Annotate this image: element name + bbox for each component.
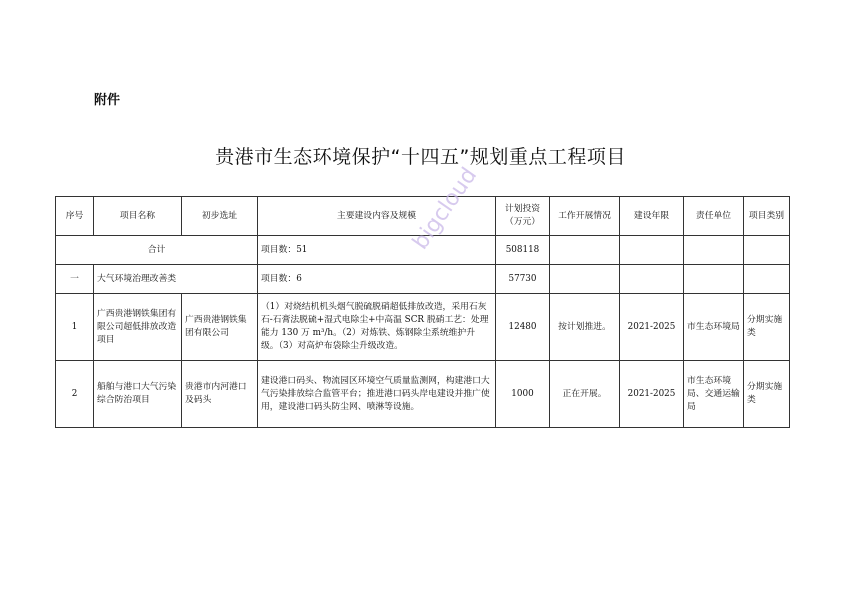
total-row [56, 236, 790, 265]
header-invest: 计划投资（万元） [496, 197, 550, 236]
project-site: 贵港市内河港口及码头 [182, 361, 258, 428]
project-years: 2021-2025 [620, 361, 684, 428]
category-invest: 57730 [496, 265, 550, 294]
header-name: 项目名称 [94, 197, 182, 236]
project-category: 分期实施类 [744, 294, 790, 361]
table-row [56, 361, 790, 428]
attachment-label: 附件 [94, 93, 121, 108]
category-row [56, 265, 790, 294]
project-seq: 1 [56, 294, 94, 361]
table-header-row [56, 197, 790, 236]
project-name: 船舶与港口大气污染综合防治项目 [94, 361, 182, 428]
project-seq: 2 [56, 361, 94, 428]
category-count: 项目数：6 [258, 265, 496, 294]
project-unit: 市生态环境局、交通运输局 [684, 361, 744, 428]
project-unit: 市生态环境局 [684, 294, 744, 361]
project-progress: 正在开展。 [550, 361, 620, 428]
total-count: 项目数：51 [258, 236, 496, 265]
project-table [55, 196, 790, 428]
project-category: 分期实施类 [744, 361, 790, 428]
page-title: 贵港市生态环境保护“十四五”规划重点工程项目 [215, 146, 626, 168]
category-name: 大气环境治理改善类 [94, 265, 258, 294]
watermark: bigcloud [408, 163, 483, 255]
header-site: 初步选址 [182, 197, 258, 236]
table-row [56, 294, 790, 361]
project-invest: 12480 [496, 294, 550, 361]
header-category: 项目类别 [744, 197, 790, 236]
project-invest: 1000 [496, 361, 550, 428]
project-content: 建设港口码头、物流园区环境空气质量监测网，构建港口大气污染排放综合监管平台；推进港口码头岸电建设并推广使用，建设港口码头防尘网、喷淋等设施。 [258, 361, 496, 428]
category-seq: 一 [56, 265, 94, 294]
header-unit: 责任单位 [684, 197, 744, 236]
header-years: 建设年限 [620, 197, 684, 236]
project-content: （1）对烧结机机头烟气脱硫脱硝超低排放改造，采用石灰石-石膏法脱硫+湿式电除尘+中高温 SCR 脱硝工艺：处理能力 130 万 m³/h。（2）对炼铁、炼钢除尘系统维护升级。（3）对高炉布袋除尘升级改造。 [258, 294, 496, 361]
project-years: 2021-2025 [620, 294, 684, 361]
header-content: 主要建设内容及规模 [258, 197, 496, 236]
header-seq: 序号 [56, 197, 94, 236]
project-site: 广西贵港钢铁集团有限公司 [182, 294, 258, 361]
total-invest: 508118 [496, 236, 550, 265]
project-name: 广西贵港钢铁集团有限公司超低排放改造项目 [94, 294, 182, 361]
project-progress: 按计划推进。 [550, 294, 620, 361]
header-progress: 工作开展情况 [550, 197, 620, 236]
total-label: 合计 [56, 236, 258, 265]
